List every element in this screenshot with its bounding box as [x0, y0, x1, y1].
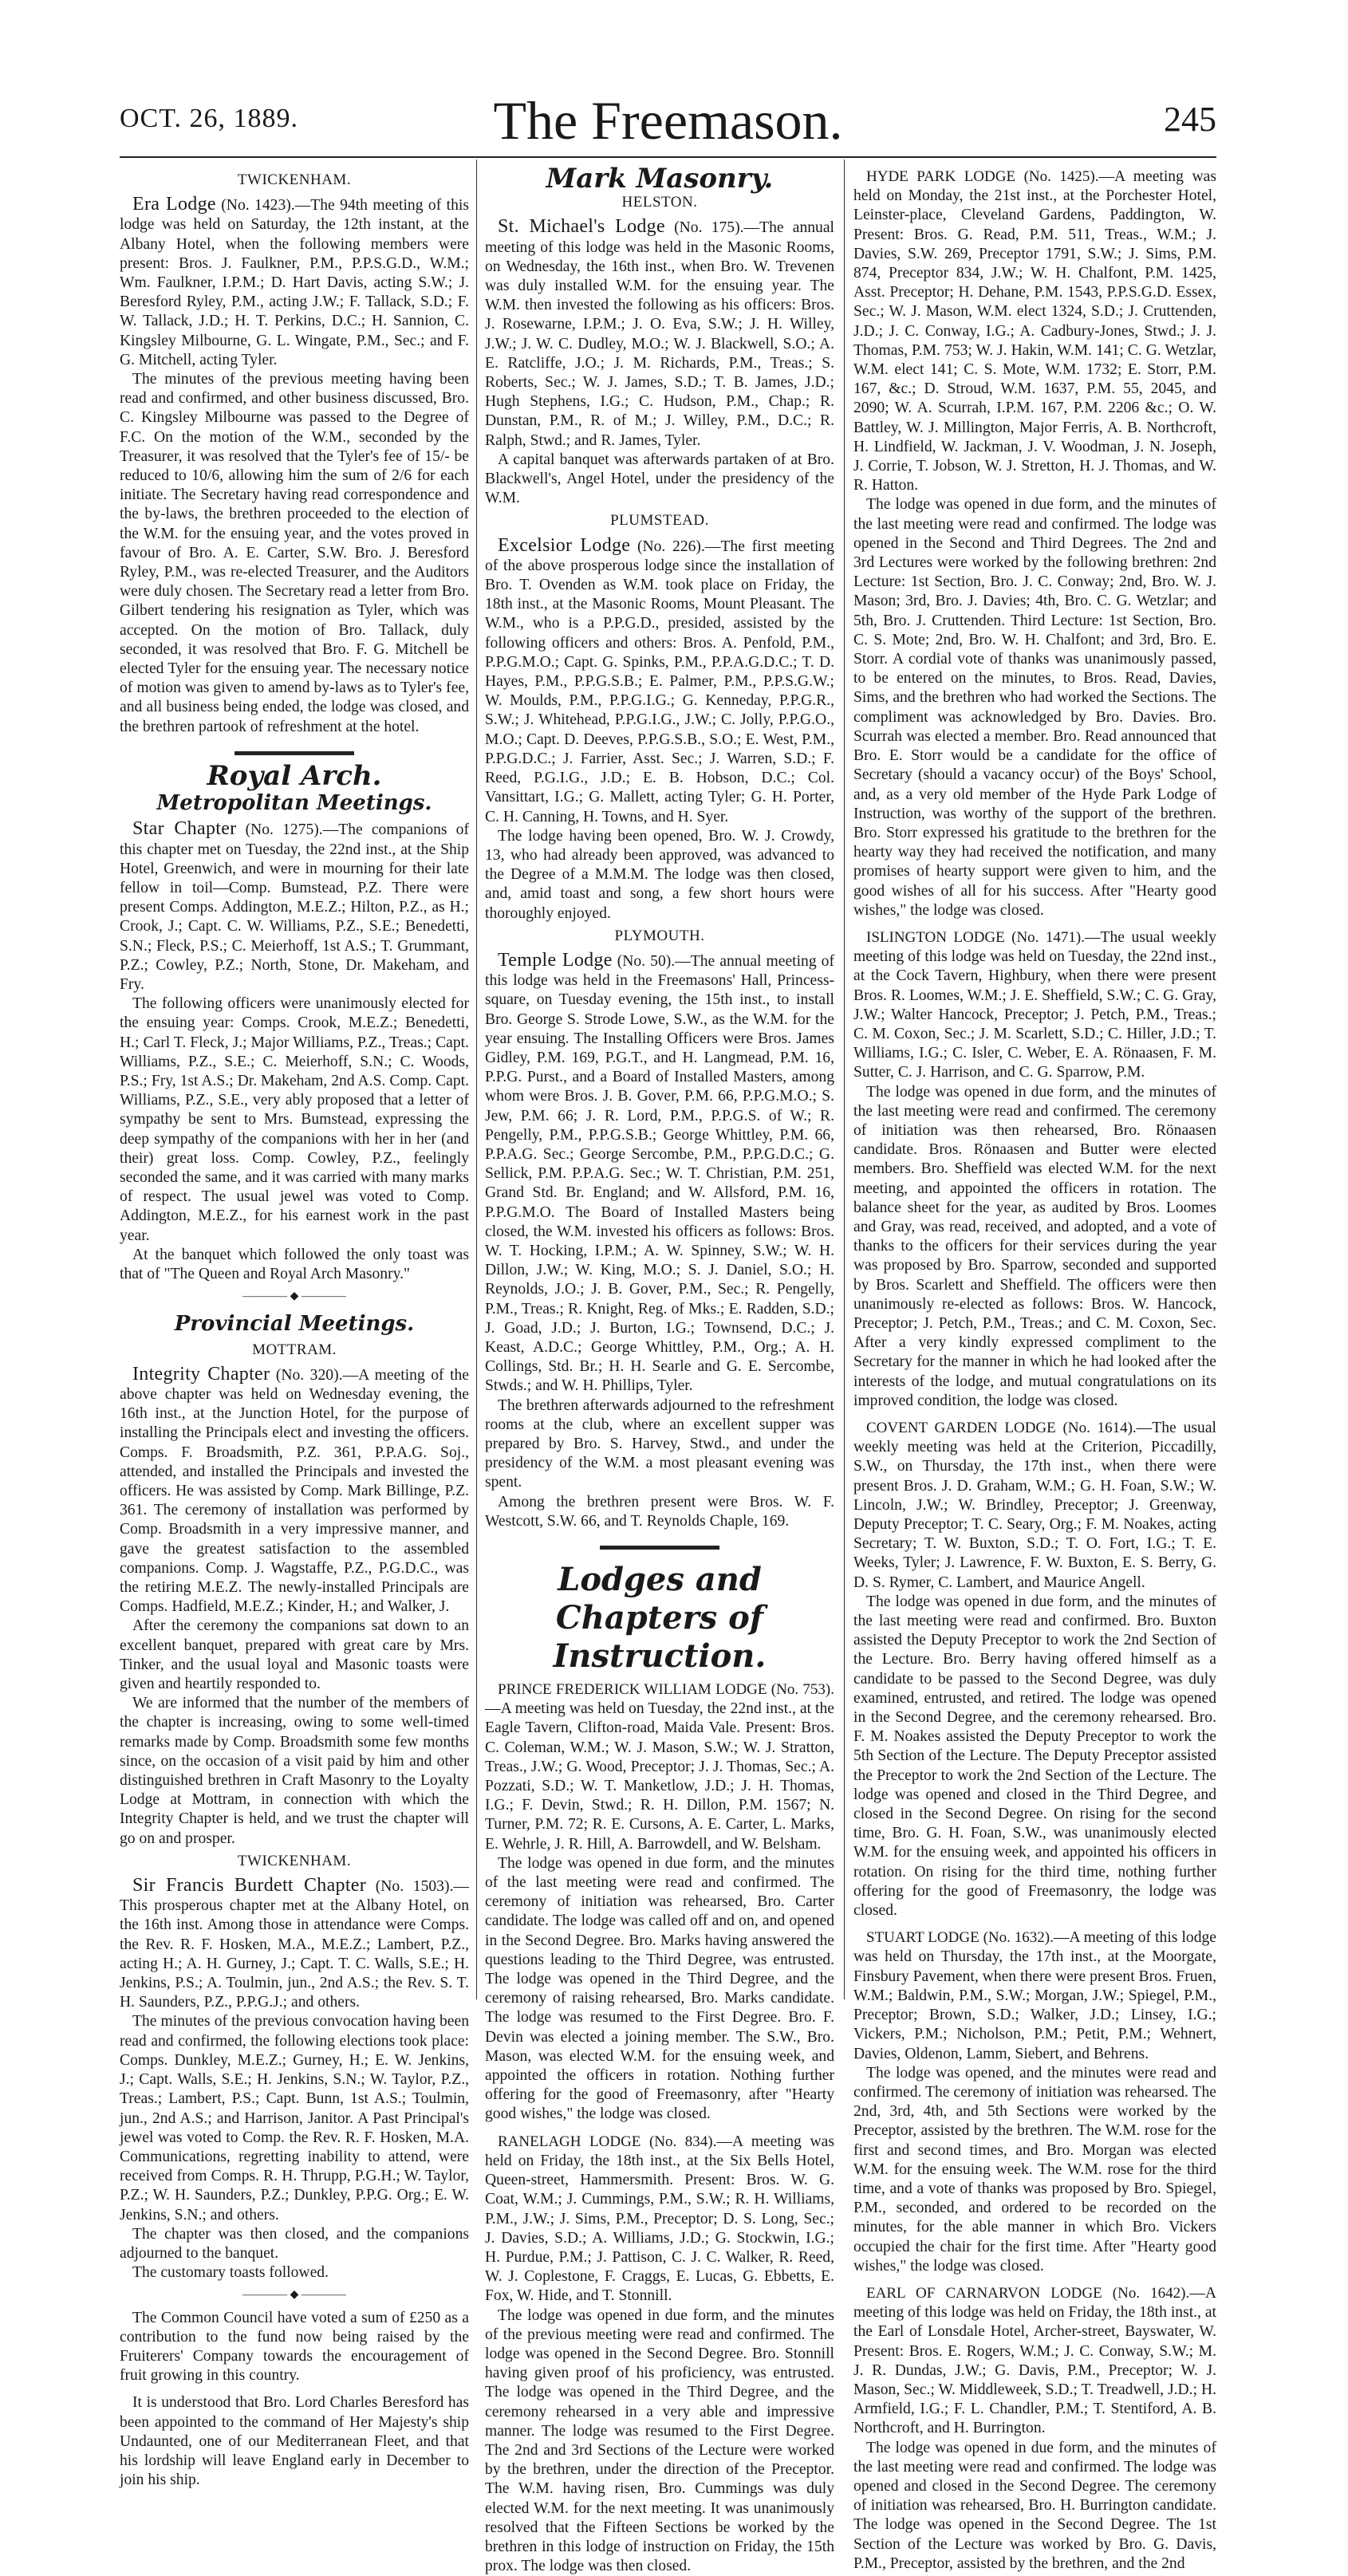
column-divider: [844, 160, 845, 1999]
article-paragraph: The lodge having been opened, Bro. W. J. Crowdy, 13, who had already been approved, was advanced to the Degree of a M.M.M. The lodge was then closed, and, amid toast and song, a few short hours were thoroughly enjoyed.: [485, 827, 834, 922]
lodge-title: STUART LODGE (No. 1632).: [866, 1929, 1054, 1947]
section-heading-royal-arch: Royal Arch.: [207, 759, 382, 792]
article-paragraph: The chapter was then closed, and the companions adjourned to the banquet.: [120, 2225, 469, 2262]
place-heading: MOTTRAM.: [252, 1341, 337, 1358]
article-hyde-park-lodge: [853, 167, 1216, 495]
article-paragraph: We are informed that the number of the members of the chapter is increasing, owing to some well-timed remarks made by Comp. Broadsmith some few months since, on the occasion of a visit paid by him and other distinguished brethren in Craft Masonry to the Loyalty Lodge at Mottram, in connection with which the Integrity Chapter is held, and we trust the chapter will go on and prosper.: [120, 1695, 469, 1847]
article-text: —The usual weekly meeting of this lodge was held on Tuesday, the 22nd inst., at the Cock Tavern, Highbury, when there were present Bros. R. Loomes, W.M.; J. E. Sheffield, S.W.; C. G. Gray, J.W.; Walter Hancock, Preceptor; J. Petch, P.M., Treas.; C. M. Coxon, Sec.; J. M. Scarlett, S.D.; C. Hiller, J.D.; T. Williams, I.G.; C. Isler, C. Weber, E. A. Rönaasen, F. M. Sutter, C. J. Harrison, and C. G. Sparrow, P.M.: [853, 928, 1217, 1081]
article-paragraph: The brethren afterwards adjourned to the refreshment rooms at the club, where an excellent supper was prepared by Bro. S. Harvey, Stwd., and under the presidency of the W.M. a most pleasant evening was spent.: [485, 1396, 834, 1491]
page-header: [120, 89, 1216, 161]
subsection-heading-metropolitan: Metropolitan Meetings.: [156, 791, 432, 816]
lodge-number: (No. 50).: [617, 952, 676, 970]
lodge-title: EARL OF CARNARVON LODGE (No. 1642).: [866, 2284, 1190, 2302]
column-1: [120, 167, 469, 2490]
place-heading: TWICKENHAM.: [237, 171, 352, 188]
article-paragraph: The following officers were unanimously elected for the ensuing year: Comps. Crook, M.E.Z.; Benedetti, H.; Carl T. Fleck, J.; Major Williams, P.Z., Treas.; Capt. Williams, P.Z., S.E.; C. Meierhoff, S.N.; C. Woods, P.S.; Fry, 1st A.S.; Dr. Makeham, 2nd A.S. Comp. Capt. Williams, P.Z., S.E., very ably proposed that a letter of sympathy be sent to Mrs. Bumstead, expressing the deep sympathy of the companions with her in her (and their) great loss. Comp. Cowley, P.Z., feelingly seconded the same, and it was carried with many marks of respect. The usual jewel was voted to Comp. Addington, M.E.Z., for his earnest work in the past year.: [120, 995, 469, 1244]
article-paragraph: The lodge was opened in due form, and the minutes of the last meeting were read and confirmed. Bro. Buxton assisted the Deputy Preceptor to work the 2nd Section of the Lecture. Bro. Berry having offered himself as a candidate to be passed to the Second Degree, was duly examined, entrusted, and retired. The lodge was opened in the Second Degree, and the ceremony rehearsed. Bro. F. M. Noakes assisted the Deputy Preceptor to work the 5th Section of the Lecture. The Deputy Preceptor assisted the Preceptor to work the 2nd Section of the Lecture. The lodge was opened and closed in the Third Degree, and closed in the Second Degree. On rising for the second time, Bro. G. H. Foan, S.W., was unanimously elected W.M. for the ensuing week, and appointed his officers in rotation. On rising for the third time, nothing further offering for the good of Freemasonry, the lodge was closed.: [853, 1593, 1216, 1920]
article-islington-lodge: [853, 928, 1216, 1083]
article-temple-lodge: [485, 951, 834, 1396]
article-paragraph: The minutes of the previous meeting having been read and confirmed, and other business discussed, Bro. C. Kingsley Milbourne was passed to the Degree of F.C. On the motion of the W.M., seconded by the Treasurer, it was resolved that the Tyler's fee of 15/- be reduced to 10/6, allowing him the sum of 2/6 for each initiate. The Secretary having read correspondence and the by-laws, the brethren proceeded to the election of the W.M. for the ensuing year, and the votes proved in favour of Bro. A. E. Carter, S.W. Bro. J. Beresford Ryley, P.M., was re-elected Treasurer, and the Auditors were duly chosen. The Secretary read a letter from Bro. Gilbert tendering his resignation as Tyler, which was accepted. On the motion of Bro. Tallack, duly seconded, it was resolved that Bro. F. G. Mitchell be elected Tyler for the ensuing year. The necessary notice of motion was given to amend by-laws as to Tyler's fee, and all business being ended, the lodge was closed, and the brethren partook of refreshment at the hotel.: [120, 371, 469, 735]
lodge-title: Era Lodge: [132, 194, 216, 215]
place-heading: PLYMOUTH.: [614, 927, 705, 944]
chapter-number: (No. 1503).: [375, 1878, 454, 1896]
article-stuart-lodge: [853, 1928, 1216, 2063]
lodge-title: Excelsior Lodge: [498, 534, 631, 556]
lodge-title: COVENT GARDEN LODGE (No. 1614).: [866, 1420, 1137, 1436]
article-earl-of-carnarvon-lodge: [853, 2284, 1216, 2439]
section-divider: [600, 1546, 719, 1550]
section-heading-lodges-of-instruction: Lodges and Chapters of Instruction.: [553, 1561, 767, 1676]
lodge-title: St. Michael's Lodge: [498, 216, 665, 238]
ornament-divider: ———— ◆ ————: [242, 2289, 346, 2302]
chapter-title: Sir Francis Burdett Chapter: [132, 1875, 367, 1897]
article-text: —The first meeting of the above prosperous lodge since the installation of Bro. T. Ovenden as W.M. took place on Friday, the 18th inst., at the Masonic Rooms, Mount Pleasant. The W.M., who is a P.P.G.D., presided, assisted by the following officers and others: Bros. A. Penfold, P.M., P.P.G.M.O.; Capt. G. Spinks, P.M., P.P.A.G.D.C.; T. D. Hayes, P.M., P.P.G.S.B.; E. Palmer, P.M., P.P.S.G.W.; W. Moulds, P.M., P.P.G.I.G.; G. Kenneday, P.P.G.R., S.W.; J. Whitehead, P.P.G.I.G., J.W.; C. Jolly, P.P.G.O., M.O.; Capt. D. Deeves, P.P.G.S.B., S.O.; E. West, P.M., P.P.G.D.C.; J. Farrier, Asst. Sec.; J. Warren, S.D.; F. Reed, P.G.I.G., J.D.; E. B. Hobson, D.C.; Col. Vansittart, I.G.; G. Mallett, acting Tyler; G. H. Porter, C. H. Canning, H. Towns, and H. Syer.: [485, 538, 834, 825]
column-3: [853, 167, 1216, 2574]
article-paragraph: The minutes of the previous convocation having been read and confirmed, the following elections took place: Comps. Dunkley, M.E.Z.; Gurney, H.; E. W. Jenkins, J.; Capt. Walls, S.E.; H. Jenkins, S.N.; W. Taylor, P.Z., Treas.; Lambert, P.S.; Capt. Bunn, 1st A.S.; Toulmin, jun., 2nd A.S.; and Harrison, Janitor. A Past Principal's jewel was voted to Comp. the Rev. R. F. Hosken, M.A. Communications, regretting inability to attend, were received from Comps. R. H. Thrupp, P.G.H.; W. Taylor, P.Z.; W. H. Saunders, P.Z.; Dunkley, P.P.G. Org.; E. W. Jenkins, S.N.; and others.: [120, 2013, 469, 2223]
chapter-title: Star Chapter: [132, 818, 237, 840]
article-paragraph: Among the brethren present were Bros. W. F. Westcott, S.W. 66, and T. Reynolds Chaple, 169.: [485, 1493, 834, 1530]
article-text: —A meeting of the above chapter was held on Wednesday evening, the 16th inst., at the Junction Hotel, for the purpose of installing the Principals elect and investing the officers. Comps. F. Broadsmith, P.Z. 361, P.P.A.G. Soj., attended, and installed the Principals and invested the officers. He was assisted by Comp. Mark Billinge, P.Z. 361. The ceremony of installation was performed by Comp. Broadsmith in a very impressive manner, and gave the greatest satisfaction to the assembled companions. Comp. J. Wagstaffe, P.Z., P.G.D.C., was the retiring M.E.Z. The newly-installed Principals are Comps. Hadfield, M.E.Z.; Kinder, H.; and Walker, J.: [120, 1366, 470, 1616]
ornament-divider: ———— ◆ ————: [242, 1290, 346, 1303]
article-paragraph: The lodge was opened in due form, and the minutes of the last meeting were read and confirmed. The lodge was opened in the Second and Third Degrees. The 2nd and 3rd Lectures were worked by the following brethren: 2nd Lecture: 1st Section, Bro. J. C. Conway; 2nd, Bro. W. J. Mason; 3rd, Bro. J. Davies; 4th, Bro. C. G. Wetzlar; and 5th, Bro. J. Cruttenden. Third Lecture: 1st Section, Bro. C. S. Mote; 2nd, Bro. W. H. Chalfont; and 3rd, Bro. E. Storr. A cordial vote of thanks was unanimously passed, to be entered on the minutes, to Bros. Read, Davies, Sims, and the brethren who had worked the Sections. The compliment was acknowledged by Bro. Davies. Bro. Scurrah was elected a member. Bro. Read announced that Bro. E. Storr would be a candidate for the office of Secretary (should a vacancy occur) of the Boys' School, and, as a very old member of the Hyde Park Lodge of Instruction, was worthy of the support of the brethren. Bro. Storr expressed his gratitude to the brethren for the hearty way they had received the notification, and many promises of hearty support were given to him, and the good wishes of all for his success. After "Hearty good wishes," the lodge was closed.: [853, 496, 1216, 919]
article-paragraph: The lodge was opened in due form, and the minutes of the last meeting were read and confirmed. The lodge was opened and closed in the Second Degree. The ceremony of initiation was rehearsed, Bro. H. Burrington candidate. The lodge was opened in the Second Degree. The 1st Section of the Lecture was worked by Bro. G. Davis, P.M., Preceptor, assisted by the brethren, and the 2nd: [853, 2439, 1216, 2572]
article-text: —The companions of this chapter met on Tuesday, the 22nd inst., at the Ship Hotel, Greenwich, and were in mourning for their late fellow in toil—Comp. Bumstead, P.Z. There were present Comps. Addington, M.E.Z.; Hilton, P.Z., as H.; Crook, J.; Capt. C. W. Williams, P.Z., S.E.; Benedetti, S.N.; Fleck, P.S.; C. Meierhoff, 1st A.S.; T. Grummant, P.Z.; Cowley, P.Z.; North, Stone, Dr. Makeham, and Fry.: [120, 821, 469, 993]
article-covent-garden-lodge: [853, 1419, 1216, 1593]
article-star-chapter: [120, 819, 469, 995]
article-st-michaels-lodge: [485, 217, 834, 450]
section-divider: [235, 751, 354, 755]
article-paragraph: A capital banquet was afterwards partaken of at Bro. Blackwell's, Angel Hotel, under the presidency of the W.M.: [485, 451, 834, 507]
article-era-lodge: [120, 195, 469, 370]
article-paragraph: The customary toasts followed.: [132, 2264, 329, 2282]
page-number: 245: [1164, 100, 1216, 139]
article-ranelagh-lodge: [485, 2133, 834, 2306]
header-rule: [120, 156, 1216, 158]
news-item: It is understood that Bro. Lord Charles Beresford has been appointed to the command of Her Majesty's ship Undaunted, one of our Mediterranean Fleet, and that his lordship will leave England early in December to join his ship.: [120, 2394, 469, 2489]
chapter-number: (No. 320).: [275, 1366, 343, 1384]
masthead-title: The Freemason.: [493, 90, 843, 151]
article-paragraph: The lodge was opened in due form, and the minutes of the last meeting were read and confirmed. The ceremony of initiation was then rehearsed, Bro. Rönaasen candidate. Bros. Rönaasen and Butter were elected members. Bro. Sheffield was elected W.M. for the next meeting, and appointed the officers in rotation. The balance sheet for the year, as audited by Bros. Loomes and Gray, was read, received, and adopted, and a vote of thanks to the officers for their services during the year was proposed by Bro. Sparrow, seconded and supported by Bros. Scarlett and Sheffield. The officers were then unanimously re-elected as follows: Bros. W. Hancock, Preceptor; J. Petch, P.M., Treas.; and C. M. Coxon, Sec. After a very kindly expressed compliment to the Secretary for the manner in which he had looked after the interests of the lodge, and mutual congratulations on its improved condition, the lodge was closed.: [853, 1083, 1216, 1409]
article-text: —A meeting was held on Monday, the 21st inst., at the Porchester Hotel, Leinster-place, Cleveland Gardens, Paddington, W. Present: Bros. G. Read, P.M. 511, Treas., W.M.; J. Davies, S.W. 269, Preceptor 1791, S.W.; J. Sims, P.M. 874, Preceptor 834, J.W.; W. H. Chalfont, P.M. 1425, Asst. Preceptor; H. Dehane, P.M. 1543, P.P.S.G.D. Essex, Sec.; W. J. Mason, W.M. elect 1324, S.D.; J. Cruttenden, J.D.; J. C. Conway, I.G.; A. Cadbury-Jones, Stwd.; J. J. Thomas, P.M. 753; W. J. Hakin, W.M. 141; C. G. Wetzlar, W.M. elect 141; C. S. Mote, W.M. 1732; E. Storr, P.M. 167, &c.; D. Stroud, W.M. 1637, P.M. 55, 2045, and 2090; W. A. Scurrah, I.P.M. 167, P.M. 2206 &c.; O. W. Battley, W. J. Millington, Major Ferris, A. B. Northcroft, H. Lindfield, W. Jackman, J. V. Woodman, J. N. Joseph, J. Corrie, T. Jobson, W. J. Stretton, H. J. Thomas, and W. R. Hatton.: [853, 168, 1216, 494]
issue-date: OCT. 26, 1889.: [120, 104, 298, 133]
lodge-number: (No. 1423).: [221, 197, 295, 215]
lodge-title: RANELAGH LODGE (No. 834).: [498, 2133, 717, 2150]
article-prince-frederick-william: [485, 1680, 834, 1854]
lodge-title: Temple Lodge: [498, 949, 613, 971]
lodge-title: ISLINGTON LODGE (No. 1471).: [866, 928, 1085, 946]
lodge-title: HYDE PARK LODGE (No. 1425).: [866, 168, 1099, 185]
place-heading: TWICKENHAM.: [237, 1852, 352, 1869]
article-paragraph: At the banquet which followed the only toast was that of "The Queen and Royal Arch Masonry.": [120, 1246, 469, 1282]
news-item: The Common Council have voted a sum of £250 as a contribution to the fund now being raised by the Fruiterers' Company towards the encouragement of fruit growing in this country.: [120, 2309, 469, 2385]
article-text: —A meeting was held on Friday, the 18th inst., at the Six Bells Hotel, Queen-street, Hammersmith. Present: Bros. W. G. Coat, W.M.; J. Cummings, P.M., S.W.; R. H. Williams, P.M., J.W.; J. Sims, P.M., Preceptor; D. S. Long, Sec.; J. Davies, S.D.; A. Williams, J.D.; G. Stockwin, I.G.; H. Purdue, P.M.; J. Pattison, C. J. C. Walker, R. Reed, W. J. Coplestone, F. Craggs, E. Lucas, G. Ebbetts, E. Fox, W. Hide, and T. Stonnill.: [485, 2133, 835, 2305]
article-paragraph: After the ceremony the companions sat down to an excellent banquet, prepared with great care by Mrs. Tinker, and the usual loyal and Masonic toasts were given and heartily responded to.: [120, 1617, 469, 1693]
article-text: —A meeting of this lodge was held on Thursday, the 17th inst., at the Moorgate, Finsbury Pavement, when there were present Bros. Fruen, W.M.; Baldwin, P.M., S.W.; Morgan, J.W.; Spiegel, P.M., Preceptor; Brown, S.D.; Walker, J.D.; Linsey, I.G.; Vickers, P.M.; Nicholson, P.M.; Petit, P.M.; Wehnert, Davies, Oldenon, Lamm, Siebert, and Behrens.: [853, 1929, 1216, 2062]
article-paragraph: The lodge was opened in due form, and the minutes of the last meeting were read and confirmed. The ceremony of initiation was rehearsed, Bro. Carter candidate. The lodge was called off and on, and opened in the Second Degree. Bro. Marks having answered the questions leading to the Third Degree, was entrusted. The lodge was opened in the Third Degree, and the ceremony of raising rehearsed, Bro. Marks candidate. The lodge was resumed to the First Degree. Bro. F. Devin was elected a joining member. The S.W., Bro. Mason, was elected W.M. for the ensuing week, and appointed the officers in rotation. Nothing further offering for the good of Freemasonry, after "Hearty good wishes," the lodge was closed.: [485, 1854, 834, 2123]
article-text: —The annual meeting of this lodge was held in the Freemasons' Hall, Princess-square, on Tuesday evening, the 15th inst., to install Bro. George S. Strode Lowe, S.W., as the W.M. for the year ensuing. The Installing Officers were Bros. James Gidley, P.M. 169, P.G.T., and H. Langmead, P.M. 16, P.P.G. Purst., and a Board of Installed Masters, among whom were Bros. J. B. Gover, P.M. 66, P.P.G.M.O.; S. Jew, P.M. 66; J. R. Lord, P.M., P.P.G.S. of W.; R. Pengelly, P.M., P.P.G.S.B.; George Whittley, P.M. 66, P.P.A.G. Sec.; George Sercombe, P.M., P.P.G.D.C.; G. Sellick, P.M. P.P.A.G. Sec.; W. T. Christian, P.M. 251, Grand Std. Br. England; and W. Allsford, P.M. 16, P.P.G.M.O. The Board of Installed Masters being closed, the W.M. invested his officers as follows: Bros. W. T. Hocking, I.P.M.; A. W. Spinney, S.W.; W. H. Dillon, J.W.; W. King, M.O.; S. J. Daniel, S.O.; H. Reynolds, J.O.; J. B. Gover, P.M., Sec.; R. Pengelly, P.M., Treas.; R. Knight, Reg. of Mks.; E. Radden, S.D.; J. Goad, J.D.; J. Burton, I.G.; Townsend, D.C.; J. Keast, A.D.C.; George Whittley, P.M., Org.; A. H. Collings, Std. Br.; H. H. Searle and G. E. Sercombe, Stwds.; and W. H. Phillips, Tyler.: [485, 952, 835, 1395]
lodge-title: PRINCE FREDERICK WILLIAM LODGE (No. 753).: [498, 1681, 834, 1699]
article-text: —A meeting of this lodge was held on Friday, the 18th inst., at the Earl of Lonsdale Hotel, Archer-street, Bayswater, W. Present: Bros. E. Rogers, W.M.; J. C. Conway, S.W.; M. J. R. Dundas, J.W.; G. Davis, P.M., Preceptor; W. J. Mason, Sec.; W. Middleweek, S.D.; T. Treadwell, J.D.; H. Armfield, I.G.; F. L. Chandler, P.M.; T. Stentiford, A. B. Northcroft, and H. Burrington.: [853, 2284, 1216, 2437]
chapter-number: (No. 1275).: [245, 821, 323, 839]
place-heading: HELSTON.: [621, 194, 698, 211]
column-divider: [476, 160, 477, 1999]
subsection-heading-provincial: Provincial Meetings.: [174, 1312, 415, 1337]
section-heading-mark-masonry: Mark Masonry.: [546, 163, 774, 195]
article-text: —This prosperous chapter met at the Albany Hotel, on the 16th inst. Among those in attendance were Comps. the Rev. R. F. Hosken, M.A., M.E.Z.; Lambert, P.Z., acting H.; A. H. Gurney, J.; Capt. T. C. Walls, S.E.; H. Jenkins, P.S.; A. Toulmin, jun., 2nd A.S.; the Rev. S. T. H. Saunders, P.Z., P.P.G.J.; and others.: [120, 1878, 469, 2011]
lodge-number: (No. 226).: [637, 538, 705, 555]
article-text: —The annual meeting of this lodge was held in the Masonic Rooms, on Wednesday, the 16th inst., when Bro. W. Trevenen was duly installed W.M. for the ensuing year. The W.M. then invested the following as his officers: Bros. J. Rosewarne, I.P.M.; J. O. Eva, S.W.; J. H. Willey, J.W.; J. W. C. Dudley, M.O.; W. J. Blackwell, S.O.; A. E. Ratcliffe, J.O.; J. M. Richards, P.M., Treas.; S. Roberts, Sec.; W. J. James, S.D.; T. B. James, J.D.; Hugh Stephens, I.G.; C. Hudson, P.M., Chap.; R. Dunstan, P.M., R. of M.; J. Willey, P.M., D.C.; R. Ralph, Stwd.; and R. James, Tyler.: [485, 219, 834, 449]
article-paragraph: The lodge was opened in due form, and the minutes of the previous meeting were read and confirmed. The lodge was opened in the Second Degree. Bro. Stonnill having given proof of his proficiency, was entrusted. The lodge was opened in the Third Degree, and the ceremony rehearsed in a very able and impressive manner. The lodge was resumed to the First Degree. The 2nd and 3rd Sections of the Lecture were worked by the brethren, under the direction of the Preceptor. The W.M. having risen, Bro. Cummings was duly elected W.M. for the next meeting. It was unanimously resolved that the Fifteen Sections be worked by the brethren in this lodge of instruction on Friday, the 15th prox. The lodge was then closed.: [485, 2306, 834, 2575]
article-paragraph: The lodge was opened, and the minutes were read and confirmed. The ceremony of initiation was rehearsed. The 2nd, 3rd, 4th, and 5th Sections were worked by the Preceptor, assisted by the brethren. The W.M. rose for the first and second times, and Bro. Morgan was elected W.M. for the ensuing week. The W.M. rose for the third time, and a vote of thanks was proposed by Bro. Spiegel, P.M., seconded, and ordered to be recorded on the minutes, for the able manner in which Bro. Vickers occupied the chair for the first time. After "Hearty good wishes," the lodge was closed.: [853, 2064, 1216, 2275]
lodge-number: (No. 175).: [674, 219, 744, 237]
article-text: —The usual weekly meeting was held at the Criterion, Piccadilly, S.W., on Thursday, the 17th inst., when there were present Bros. J. D. Graham, W.M.; G. H. Foan, S.W.; W. Lincoln, J.W.; W. Brindley, Preceptor; J. Greenway, Deputy Preceptor; T. C. Seary, Org.; F. M. Noakes, acting Secretary; T. W. Buxton, S.D.; T. O. Fort, I.G.; T. E. Weeks, Tyler; J. Lawrence, F. W. Buxton, E. S. Berry, G. D. S. Rymer, C. Lambert, and Maurice Angell.: [853, 1420, 1216, 1591]
article-sir-francis-burdett-chapter: [120, 1876, 469, 2012]
place-heading: PLUMSTEAD.: [610, 512, 709, 530]
article-text: —The 94th meeting of this lodge was held on Saturday, the 12th instant, at the Albany Hotel, when the following members were present: Bros. J. Faulkner, P.M., P.P.S.G.D., W.M.; Wm. Faulkner, I.P.M.; D. Hart Davis, acting S.W.; J. Beresford Ryley, P.M., acting J.W.; F. Tallack, S.D.; F. W. Tallack, J.D.; H. T. Perkins, D.C.; H. Sannion, C. Kingsley Milbourne, G. L. Wingate, P.M., Sec.; and F. G. Mitchell, acting Tyler.: [120, 197, 469, 368]
article-integrity-chapter: [120, 1365, 469, 1617]
column-2: [485, 163, 835, 2576]
chapter-title: Integrity Chapter: [132, 1363, 270, 1385]
article-text: —A meeting was held on Tuesday, the 22nd inst., at the Eagle Tavern, Clifton-road, Maida Vale. Present: Bros. C. Coleman, W.M.; W. J. Mason, S.W.; W. J. Stratton, Treas., J.W.; G. Wood, Preceptor; J. J. Thomas, Sec.; A. Pozzati, S.D.; W. T. Manketlow, J.D.; J. H. Thomas, I.G.; F. Devin, Stwd.; R. H. Dillon, P.M. 1567; N. Turner, P.M. 72; R. E. Cursons, A. E. Carter, L. Marks, E. Wehrle, J. R. Hill, A. Barrowdell, and W. Belsham.: [485, 1700, 834, 1853]
article-excelsior-lodge: [485, 536, 834, 827]
